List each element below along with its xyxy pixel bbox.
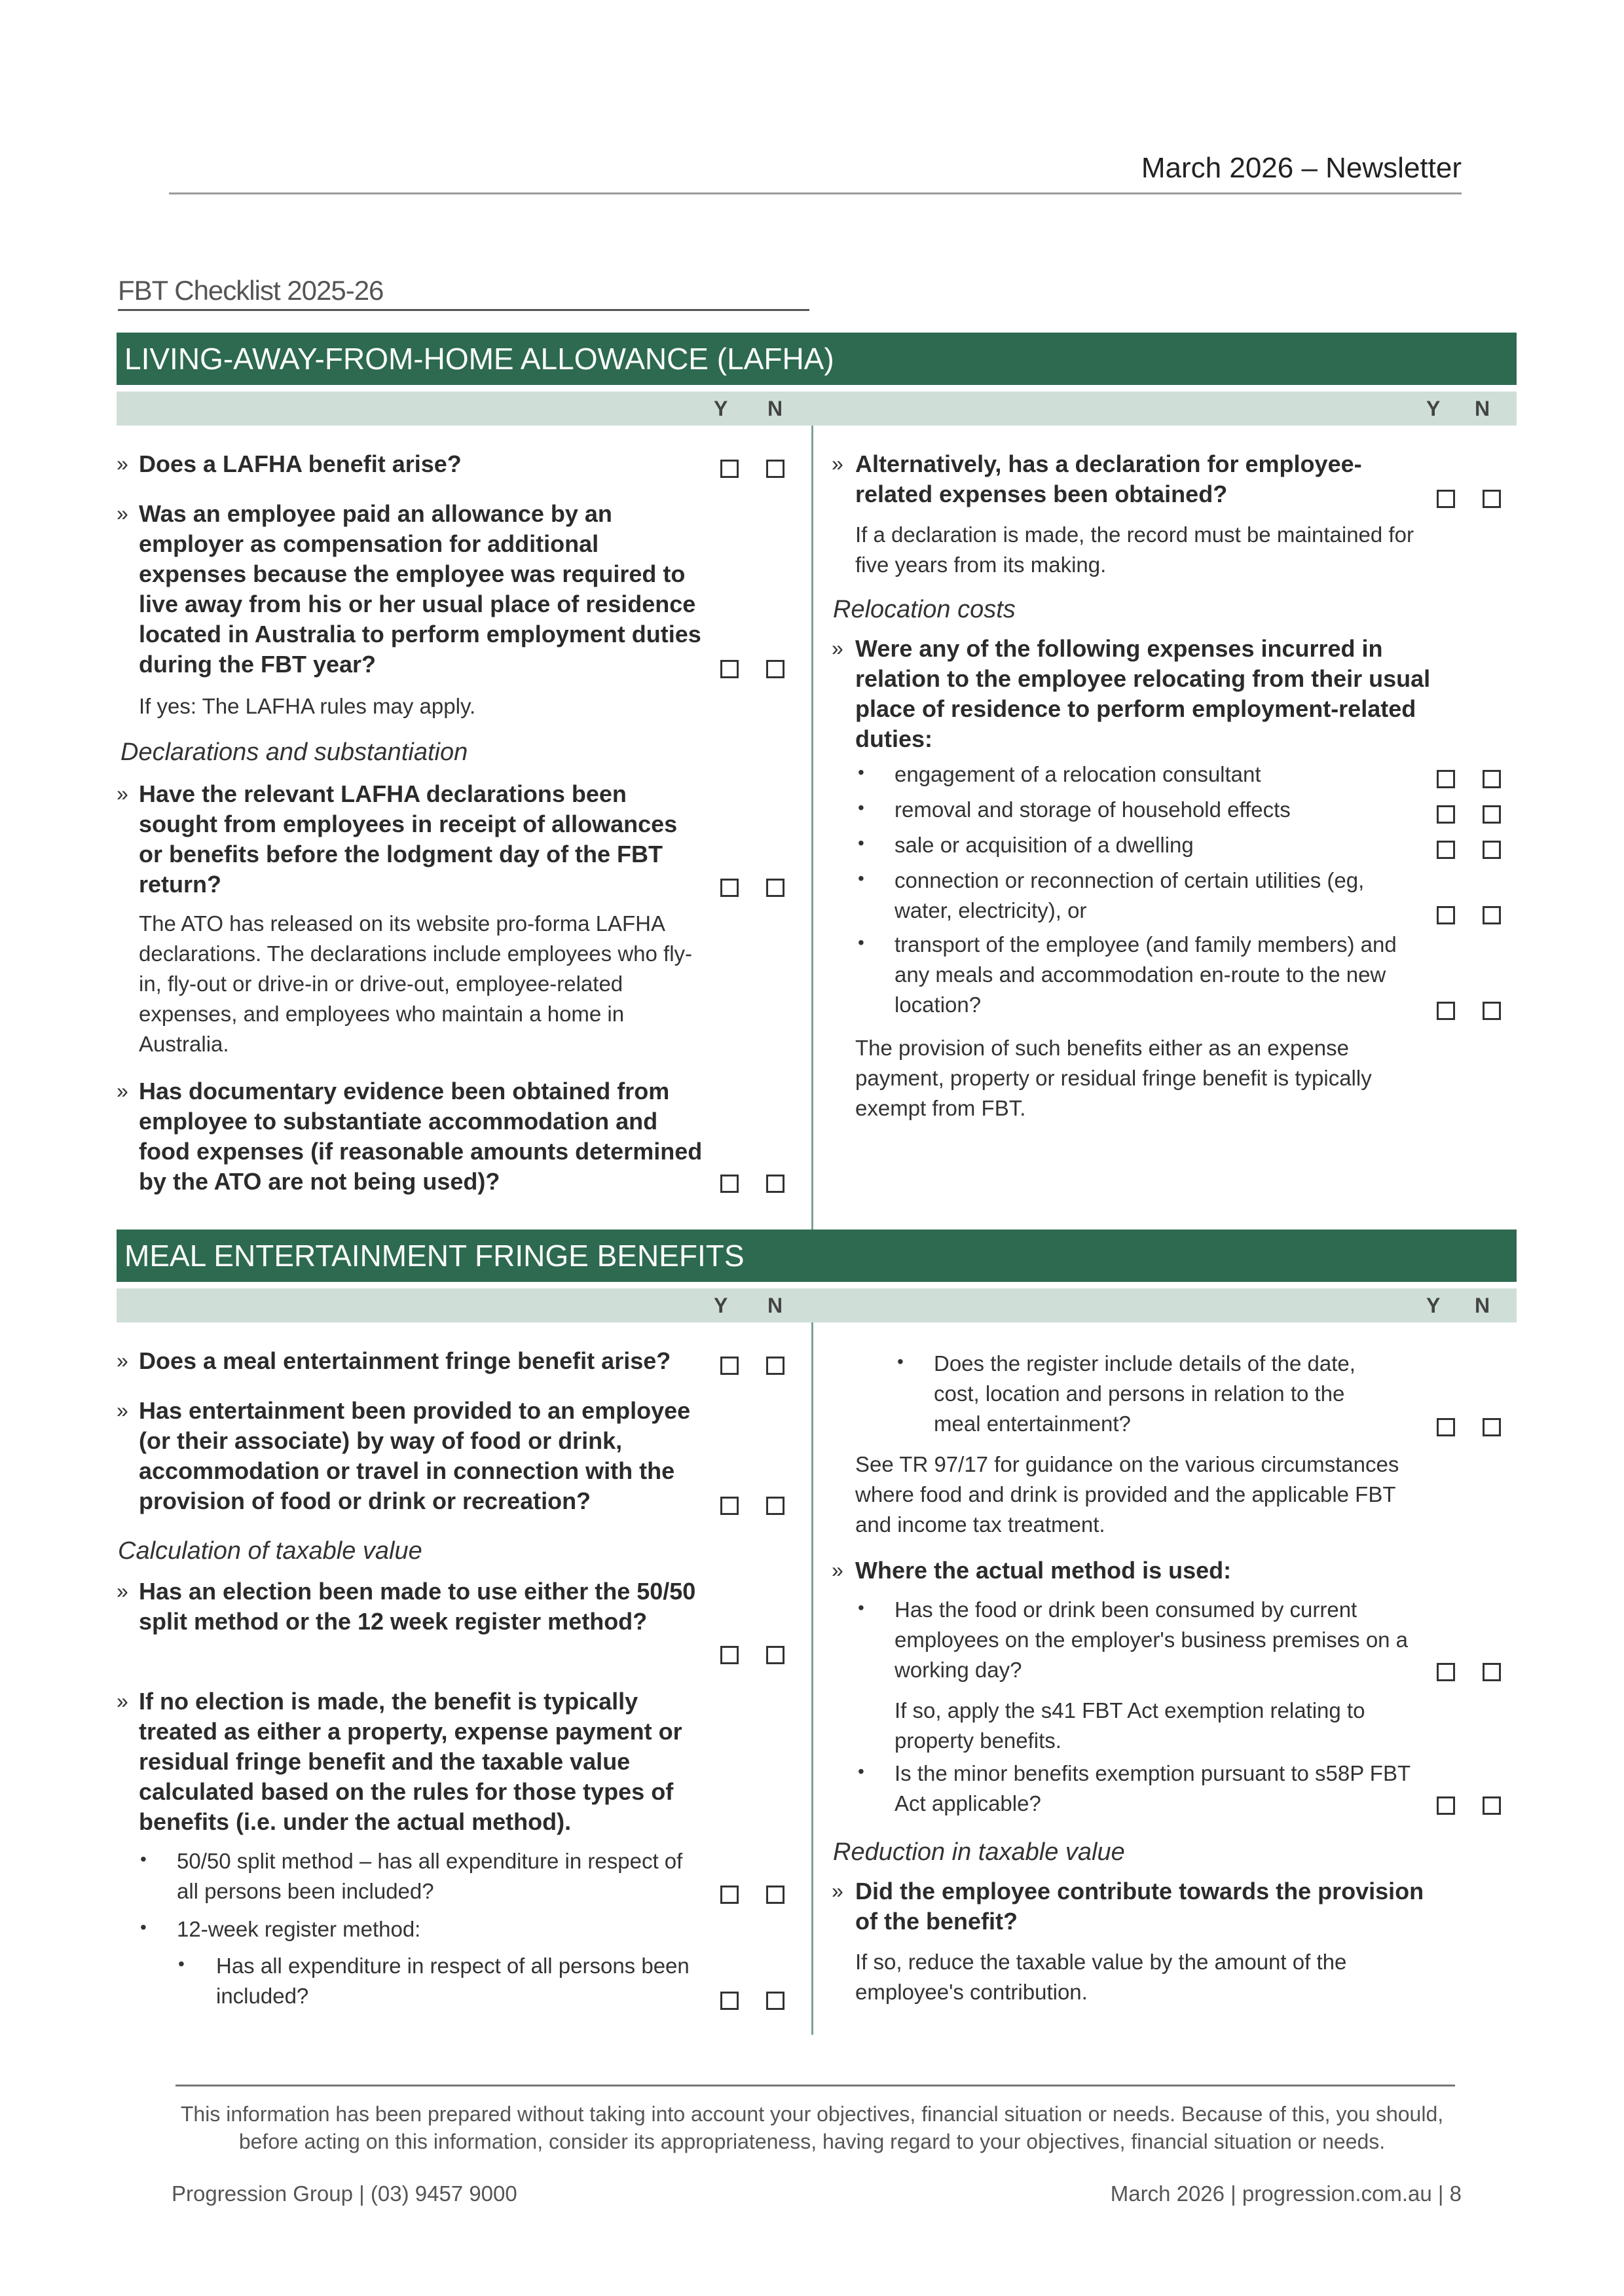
meal-q3-no-checkbox[interactable]	[766, 1646, 784, 1664]
minor-benefits-yes-checkbox[interactable]	[1437, 1796, 1455, 1815]
lafha-column-header	[117, 392, 1517, 426]
bullet-marker: »	[832, 636, 843, 660]
meal-column-header	[117, 1288, 1517, 1322]
reduction-subheading: Reduction in taxable value	[833, 1838, 1125, 1866]
meal-register-expenditure-yes-checkbox[interactable]	[720, 1992, 739, 2010]
lafha-section-header: LIVING-AWAY-FROM-HOME ALLOWANCE (LAFHA)	[117, 333, 1517, 385]
lafha-q1: Does a LAFHA benefit arise?	[139, 450, 462, 477]
lafha-left-y-label: Y	[714, 397, 728, 420]
meal-register-details-item: Does the register include details of the date, cost, location and persons in relation to the meal entertainment?	[934, 1351, 1356, 1436]
bullet-marker: »	[117, 1349, 128, 1372]
lafha-right-y-label: Y	[1426, 397, 1441, 420]
bullet-marker: »	[117, 501, 128, 525]
checklist-title: FBT Checklist 2025-26	[118, 275, 384, 306]
bullet-dot: •	[858, 868, 864, 888]
bullet-dot: •	[858, 1761, 864, 1781]
lafha-right-q1-yes-checkbox[interactable]	[1437, 490, 1455, 508]
meal-q4: If no election is made, the benefit is typically treated as either a property, expense payment or residual fringe benefit and the taxable value calculated based on the rules for those types of benefits (i.e. under the actual method).	[139, 1688, 682, 1835]
bullet-dot: •	[140, 1917, 147, 1937]
meal-tr-guidance-note: See TR 97/17 for guidance on the various circumstances where food and drink is provided and the applicable FBT and income tax treatment.	[855, 1452, 1399, 1537]
relocation-dwelling-no-checkbox[interactable]	[1483, 841, 1501, 859]
meal-section-header: MEAL ENTERTAINMENT FRINGE BENEFITS	[117, 1230, 1517, 1282]
meal-split-method-yes-checkbox[interactable]	[720, 1886, 739, 1904]
relocation-transport-yes-checkbox[interactable]	[1437, 1002, 1455, 1020]
meal-q3-yes-checkbox[interactable]	[720, 1646, 739, 1664]
taxable-value-subheading: Calculation of taxable value	[118, 1537, 422, 1565]
bullet-dot: •	[858, 833, 864, 853]
meal-register-expenditure-no-checkbox[interactable]	[766, 1992, 784, 2010]
bullet-marker: »	[117, 1079, 128, 1102]
bullet-dot: •	[178, 1954, 185, 1974]
meal-right-n-label: N	[1475, 1294, 1490, 1317]
relocation-removal-no-checkbox[interactable]	[1483, 805, 1501, 824]
actual-method-premises-no-checkbox[interactable]	[1483, 1663, 1501, 1681]
bullet-marker: »	[117, 1579, 128, 1603]
footer-contact: Progression Group | (03) 9457 9000	[172, 2181, 517, 2206]
relocation-costs-subheading: Relocation costs	[833, 596, 1016, 623]
minor-benefits-item: Is the minor benefits exemption pursuant to s58P FBT Act applicable?	[895, 1761, 1411, 1815]
relocation-item-transport: transport of the employee (and family members) and any meals and accommodation en-route to the new location?	[895, 932, 1397, 1017]
relocation-transport-no-checkbox[interactable]	[1483, 1002, 1501, 1020]
newsletter-title: March 2026 – Newsletter	[1141, 152, 1462, 184]
lafha-q2-no-checkbox[interactable]	[766, 660, 784, 678]
bullet-marker: »	[117, 452, 128, 475]
meal-q1: Does a meal entertainment fringe benefit arise?	[139, 1347, 671, 1374]
lafha-q1-no-checkbox[interactable]	[766, 460, 784, 478]
minor-benefits-no-checkbox[interactable]	[1483, 1796, 1501, 1815]
lafha-q2-yes-checkbox[interactable]	[720, 660, 739, 678]
meal-q1-no-checkbox[interactable]	[766, 1357, 784, 1375]
lafha-q3-yes-checkbox[interactable]	[720, 879, 739, 897]
meal-q1-yes-checkbox[interactable]	[720, 1357, 739, 1375]
lafha-q4: Has documentary evidence been obtained from employee to substantiate accommodation and food expenses (if reasonable amounts determined by the ATO are not being used)?	[139, 1078, 703, 1195]
employee-contribution-question: Did the employee contribute towards the provision of the benefit?	[855, 1878, 1424, 1935]
disclaimer-divider	[175, 2085, 1455, 2086]
actual-method-premises-note: If so, apply the s41 FBT Act exemption relating to property benefits.	[895, 1698, 1365, 1753]
relocation-dwelling-yes-checkbox[interactable]	[1437, 841, 1455, 859]
meal-register-details-yes-checkbox[interactable]	[1437, 1418, 1455, 1436]
lafha-q3-note: The ATO has released on its website pro-forma LAFHA declarations. The declarations include employees who fly-in, fly-out or drive-in or drive-out, employee-related expenses, and employees who maintain a home in Australia.	[139, 911, 693, 1056]
actual-method-question: Where the actual method is used:	[855, 1557, 1232, 1584]
meal-column-divider	[811, 1322, 813, 2035]
bullet-dot: •	[858, 1597, 864, 1618]
bullet-dot: •	[858, 797, 864, 818]
lafha-left-n-label: N	[767, 397, 783, 420]
meal-left-n-label: N	[767, 1294, 783, 1317]
bullet-dot: •	[140, 1849, 147, 1869]
lafha-right-n-label: N	[1475, 397, 1490, 420]
meal-q2: Has entertainment been provided to an employee (or their associate) by way of food or drink, accommodation or travel in connection with the provision of food or drink or recreation?	[139, 1397, 691, 1514]
bullet-marker: »	[832, 452, 843, 475]
relocation-note: The provision of such benefits either as an expense payment, property or residual fringe benefit is typically exempt from FBT.	[855, 1036, 1372, 1120]
relocation-removal-yes-checkbox[interactable]	[1437, 805, 1455, 824]
relocation-question: Were any of the following expenses incurred in relation to the employee relocating from their usual place of residence to perform employment-related duties:	[855, 635, 1431, 752]
bullet-dot: •	[858, 762, 864, 782]
employee-contribution-note: If so, reduce the taxable value by the amount of the employee's contribution.	[855, 1950, 1347, 2004]
relocation-utilities-no-checkbox[interactable]	[1483, 906, 1501, 924]
lafha-q1-yes-checkbox[interactable]	[720, 460, 739, 478]
relocation-consultant-yes-checkbox[interactable]	[1437, 770, 1455, 788]
lafha-q3-no-checkbox[interactable]	[766, 879, 784, 897]
relocation-item-removal: removal and storage of household effects	[895, 797, 1291, 822]
lafha-declarations-subheading: Declarations and substantiation	[120, 738, 468, 766]
meal-register-expenditure-item: Has all expenditure in respect of all persons been included?	[216, 1954, 690, 2008]
lafha-q4-yes-checkbox[interactable]	[720, 1175, 739, 1193]
bullet-marker: »	[117, 1689, 128, 1713]
lafha-column-divider	[811, 426, 813, 1230]
meal-register-details-no-checkbox[interactable]	[1483, 1418, 1501, 1436]
lafha-q4-no-checkbox[interactable]	[766, 1175, 784, 1193]
lafha-q2-note: If yes: The LAFHA rules may apply.	[139, 694, 476, 718]
bullet-marker: »	[832, 1558, 843, 1582]
actual-method-premises-yes-checkbox[interactable]	[1437, 1663, 1455, 1681]
lafha-q2: Was an employee paid an allowance by an employer as compensation for additional expenses because the employee was required to live away from his or her usual place of residence located in Australia to perform employment duties during the FBT year?	[139, 500, 701, 678]
bullet-marker: »	[832, 1879, 843, 1903]
meal-split-method-item: 50/50 split method – has all expenditure in respect of all persons been included?	[177, 1849, 683, 1903]
disclaimer-text: This information has been prepared without taking into account your objectives, financial situation or needs. Because of this, you should, before acting on this information, consider its appropriateness, having regard to your objectives, financial situation or needs.	[180, 2102, 1444, 2153]
header-divider	[169, 192, 1462, 194]
lafha-right-q1-no-checkbox[interactable]	[1483, 490, 1501, 508]
meal-q2-no-checkbox[interactable]	[766, 1497, 784, 1515]
relocation-item-consultant: engagement of a relocation consultant	[895, 762, 1261, 786]
meal-register-method-item: 12-week register method:	[177, 1917, 421, 1941]
meal-left-y-label: Y	[714, 1294, 728, 1317]
footer-page-info: March 2026 | progression.com.au | 8	[1110, 2181, 1462, 2206]
bullet-marker: »	[117, 782, 128, 805]
bullet-dot: •	[858, 932, 864, 953]
relocation-utilities-yes-checkbox[interactable]	[1437, 906, 1455, 924]
relocation-item-utilities: connection or reconnection of certain utilities (eg, water, electricity), or	[895, 868, 1365, 922]
bullet-marker: »	[117, 1398, 128, 1422]
meal-right-y-label: Y	[1426, 1294, 1441, 1317]
lafha-q3: Have the relevant LAFHA declarations been sought from employees in receipt of allowances or benefits before the lodgment day of the FBT return?	[139, 780, 678, 898]
lafha-right-q1-note: If a declaration is made, the record must be maintained for five years from its making.	[855, 522, 1414, 577]
actual-method-premises-item: Has the food or drink been consumed by current employees on the employer's business premises on a working day?	[895, 1597, 1409, 1682]
relocation-consultant-no-checkbox[interactable]	[1483, 770, 1501, 788]
bullet-dot: •	[897, 1351, 904, 1372]
meal-q2-yes-checkbox[interactable]	[720, 1497, 739, 1515]
meal-q3: Has an election been made to use either the 50/50 split method or the 12 week register method?	[139, 1578, 696, 1635]
meal-split-method-no-checkbox[interactable]	[766, 1886, 784, 1904]
lafha-right-q1: Alternatively, has a declaration for employee-related expenses been obtained?	[855, 450, 1362, 507]
relocation-item-dwelling: sale or acquisition of a dwelling	[895, 833, 1194, 857]
checklist-title-underline	[118, 309, 809, 311]
